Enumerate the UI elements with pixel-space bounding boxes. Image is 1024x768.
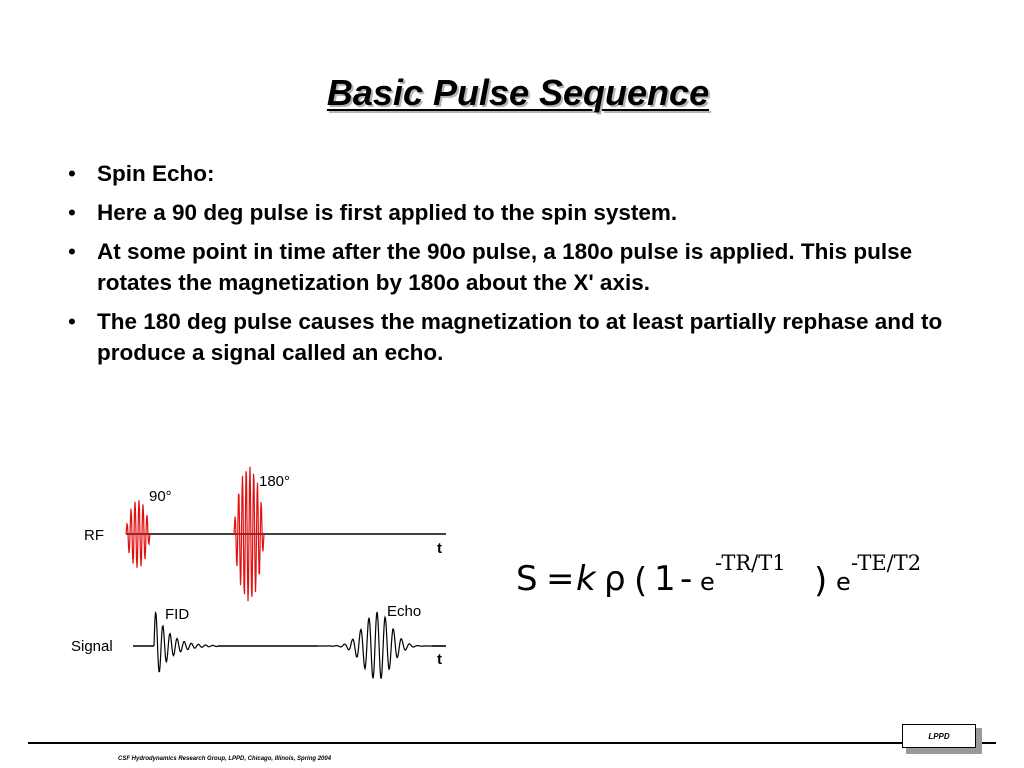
eq-equals: = <box>546 559 575 599</box>
bullet-dot: • <box>68 309 76 334</box>
eq-exp2: -TE/T2 <box>851 551 922 575</box>
bullet-item <box>68 236 968 298</box>
eq-s: S <box>516 559 538 599</box>
slide-title: Basic Pulse Sequence <box>326 72 710 113</box>
echo-label: Echo <box>387 603 422 620</box>
pulse-sequence-diagram <box>60 456 460 686</box>
pulse-90-label: 90° <box>149 488 172 505</box>
eq-minus: - <box>680 559 693 599</box>
eq-e2: e <box>836 568 851 596</box>
eq-k: k <box>576 559 596 599</box>
eq-open-paren: ( <box>634 561 648 601</box>
footer-divider <box>28 742 996 744</box>
rf-label: RF <box>84 527 104 544</box>
bullet-text: Here a 90 deg pulse is first applied to the spin system. <box>97 200 678 225</box>
bullet-dot: • <box>68 239 76 264</box>
eq-rho: ρ <box>604 559 626 599</box>
rf-time-label: t <box>437 540 442 557</box>
signal-equation <box>514 538 944 602</box>
pulse-180-label: 180° <box>259 473 291 490</box>
bullet-dot: • <box>68 161 76 186</box>
eq-exp1: -TR/T1 <box>715 551 786 575</box>
fid-label: FID <box>165 606 190 623</box>
eq-one: 1 <box>654 559 676 599</box>
bullet-item <box>68 197 968 228</box>
bullet-text: At some point in time after the 90o pulse, a 180o pulse is applied. This pulse rotates the magnetization by 180o about the X' axis. <box>97 239 913 295</box>
eq-close-paren: ) <box>814 561 828 601</box>
signal-label: Signal <box>71 638 113 655</box>
echo-waveform <box>318 612 432 679</box>
lppd-logo: LPPD <box>902 724 976 748</box>
bullet-dot: • <box>68 200 76 225</box>
bullet-text: The 180 deg pulse causes the magnetization to at least partially rephase and to produce a signal called an echo. <box>97 309 943 365</box>
bullet-item <box>68 306 968 368</box>
bullet-item <box>68 158 968 189</box>
footer-credit: CSF Hydrodynamics Research Group, LPPD, Chicago, Illinois, Spring 2004 <box>118 756 332 762</box>
rf-pulse-90 <box>126 500 150 568</box>
bullet-text: Spin Echo: <box>97 161 215 186</box>
bullet-list <box>68 158 968 376</box>
signal-time-label: t <box>437 651 442 668</box>
eq-e1: e <box>700 568 715 596</box>
